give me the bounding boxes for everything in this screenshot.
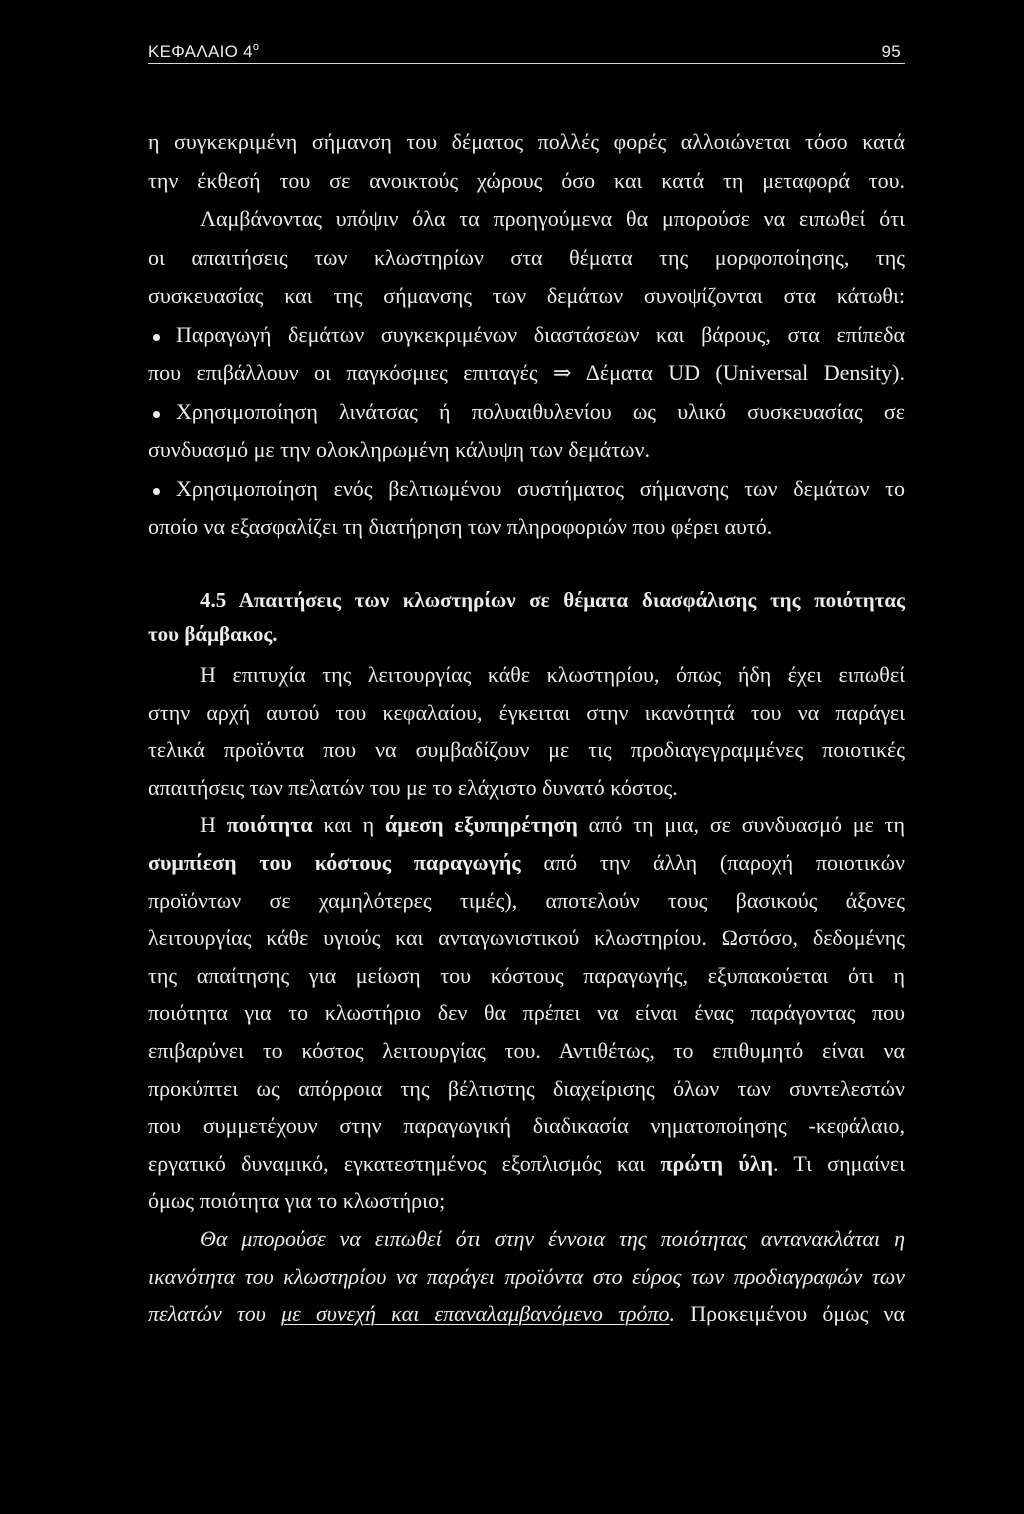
text-line: όμως ποιότητα για το κλωστήριο; xyxy=(148,1188,446,1214)
section-number: 4.5 xyxy=(200,588,227,612)
text-line xyxy=(148,1295,905,1333)
bullet-item-first-line xyxy=(148,470,905,509)
bullet-item-first-line xyxy=(148,393,905,432)
text-line: επιβαρύνει το κόστος λειτουργίας του. Αντιθέτως, το επιθυμητό είναι να xyxy=(148,1037,905,1063)
text-line: συνδυασμό με την ολοκληρωμένη κάλυψη των δεμάτων. xyxy=(148,437,650,462)
text-segment: από την άλλη (παροχή ποιοτικών xyxy=(520,849,906,875)
section-body xyxy=(148,656,905,1333)
text-segment: Η xyxy=(200,812,227,838)
text-line: τελικά προϊόντα που να συμβαδίζουν με τις προδιαγεγραμμένες ποιοτικές xyxy=(148,737,905,763)
chapter-title: ΚΕΦΑΛΑΙΟ 4 xyxy=(148,42,253,61)
text-segment: Προκειμένου όμως να xyxy=(675,1301,906,1327)
underlined-phrase: με συνεχή και επαναλαμβανόμενο τρόπο xyxy=(281,1301,670,1327)
text-line: Λαμβάνοντας υπόψιν όλα τα προηγούμενα θα μπορούσε να ειπωθεί ότι xyxy=(200,206,905,231)
emphasis-italic: πελατών του xyxy=(148,1301,282,1327)
body-text-top xyxy=(148,123,905,547)
text-line: Θα μπορούσε να ειπωθεί ότι στην έννοια της ποιότητας αντανακλάται η xyxy=(200,1225,905,1251)
chapter-ordinal-suffix: ο xyxy=(252,41,260,53)
text-segment: από τη μια, σε συνδυασμό με τη xyxy=(577,812,905,838)
text-line: ικανότητα του κλωστηρίου να παράγει προϊόντα στο εύρος των προδιαγραφών των xyxy=(148,1263,905,1289)
emphasis-bold: ποιότητα xyxy=(226,812,313,838)
bullet-icon xyxy=(153,488,160,495)
bullet-text: Χρησιμοποίηση λινάτσας ή πολυαιθυλενίου ως υλικό συσκευασίας σε xyxy=(176,398,905,424)
section-title: Απαιτήσεις των κλωστηρίων σε θέματα διασφάλισης της ποιότητας xyxy=(238,588,905,612)
text-line xyxy=(148,806,905,844)
text-line: στην αρχή αυτού του κεφαλαίου, έγκειται στην ικανότητά του να παράγει xyxy=(148,699,905,725)
text-line: Η επιτυχία της λειτουργίας κάθε κλωστηρίου, όπως ήδη έχει ειπωθεί xyxy=(200,662,905,687)
heading-line xyxy=(148,583,905,617)
bullet-item xyxy=(148,470,905,547)
text-line: προϊόντων σε χαμηλότερες τιμές), αποτελούν τους βασικούς άξονες xyxy=(148,887,905,913)
emphasis-bold: άμεση εξυπηρέτηση xyxy=(384,812,578,838)
text-segment: και η xyxy=(312,812,385,838)
text-line: που επιβάλλουν οι παγκόσμιες επιταγές ⇒ Δέματα UD (Universal Density). xyxy=(148,360,905,385)
text-line: οι απαιτήσεις των κλωστηρίων στα θέματα της μορφοποίησης, της xyxy=(148,244,905,270)
emphasis-bold: συμπίεση του κόστους παραγωγής xyxy=(148,849,521,875)
text-line xyxy=(148,1145,905,1183)
bullet-icon xyxy=(153,334,160,341)
heading-line: του βάμβακος. xyxy=(148,622,278,646)
bullet-list xyxy=(148,316,905,547)
bullet-item xyxy=(148,393,905,470)
section-heading xyxy=(148,583,905,651)
text-line: προκύπτει ως απόρροια της βέλτιστης διαχείρισης όλων των συντελεστών xyxy=(148,1075,905,1101)
bullet-item xyxy=(148,316,905,393)
emphasis-bold: πρώτη ύλη xyxy=(660,1150,774,1176)
text-line: της απαίτησης για μείωση του κόστους παραγωγής, εξυπακούεται ότι η xyxy=(148,962,905,988)
text-segment: εργατικό δυναμικό, εγκατεστημένος εξοπλισμός και xyxy=(148,1150,661,1176)
text-line: συσκευασίας και της σήμανσης των δεμάτων συνοψίζονται στα κάτωθι: xyxy=(148,283,905,308)
text-line: την έκθεσή του σε ανοικτούς χώρους όσο και κατά τη μεταφορά του. xyxy=(148,167,905,193)
chapter-label xyxy=(148,41,259,63)
text-line: που συμμετέχουν στην παραγωγική διαδικασία νηματοποίησης -κεφάλαιο, xyxy=(148,1113,905,1139)
text-line: λειτουργίας κάθε υγιούς και ανταγωνιστικού κλωστηρίου. Ωστόσο, δεδομένης xyxy=(148,925,905,951)
text-line: ποιότητα για το κλωστήριο δεν θα πρέπει να είναι ένας παράγοντας που xyxy=(148,1000,905,1026)
text-line xyxy=(148,844,905,882)
bullet-text: Παραγωγή δεμάτων συγκεκριμένων διαστάσεων και βάρους, στα επίπεδα xyxy=(176,321,905,347)
bullet-icon xyxy=(153,411,160,418)
text-line: η συγκεκριμένη σήμανση του δέματος πολλές φορές αλλοιώνεται τόσο κατά xyxy=(148,129,905,154)
running-header xyxy=(148,41,905,64)
text-line: οποίο να εξασφαλίζει τη διατήρηση των πληροφοριών που φέρει αυτό. xyxy=(148,514,773,539)
text-line: απαιτήσεις των πελατών του με το ελάχιστο δυνατό κόστος. xyxy=(148,774,678,800)
page-number: 95 xyxy=(881,42,901,61)
text-segment: . Τι σημαίνει xyxy=(773,1150,906,1176)
bullet-item-first-line xyxy=(148,316,905,355)
bullet-text: Χρησιμοποίηση ενός βελτιωμένου συστήματος σήμανσης των δεμάτων το xyxy=(176,475,905,501)
emphasis-italic: . xyxy=(669,1301,676,1327)
